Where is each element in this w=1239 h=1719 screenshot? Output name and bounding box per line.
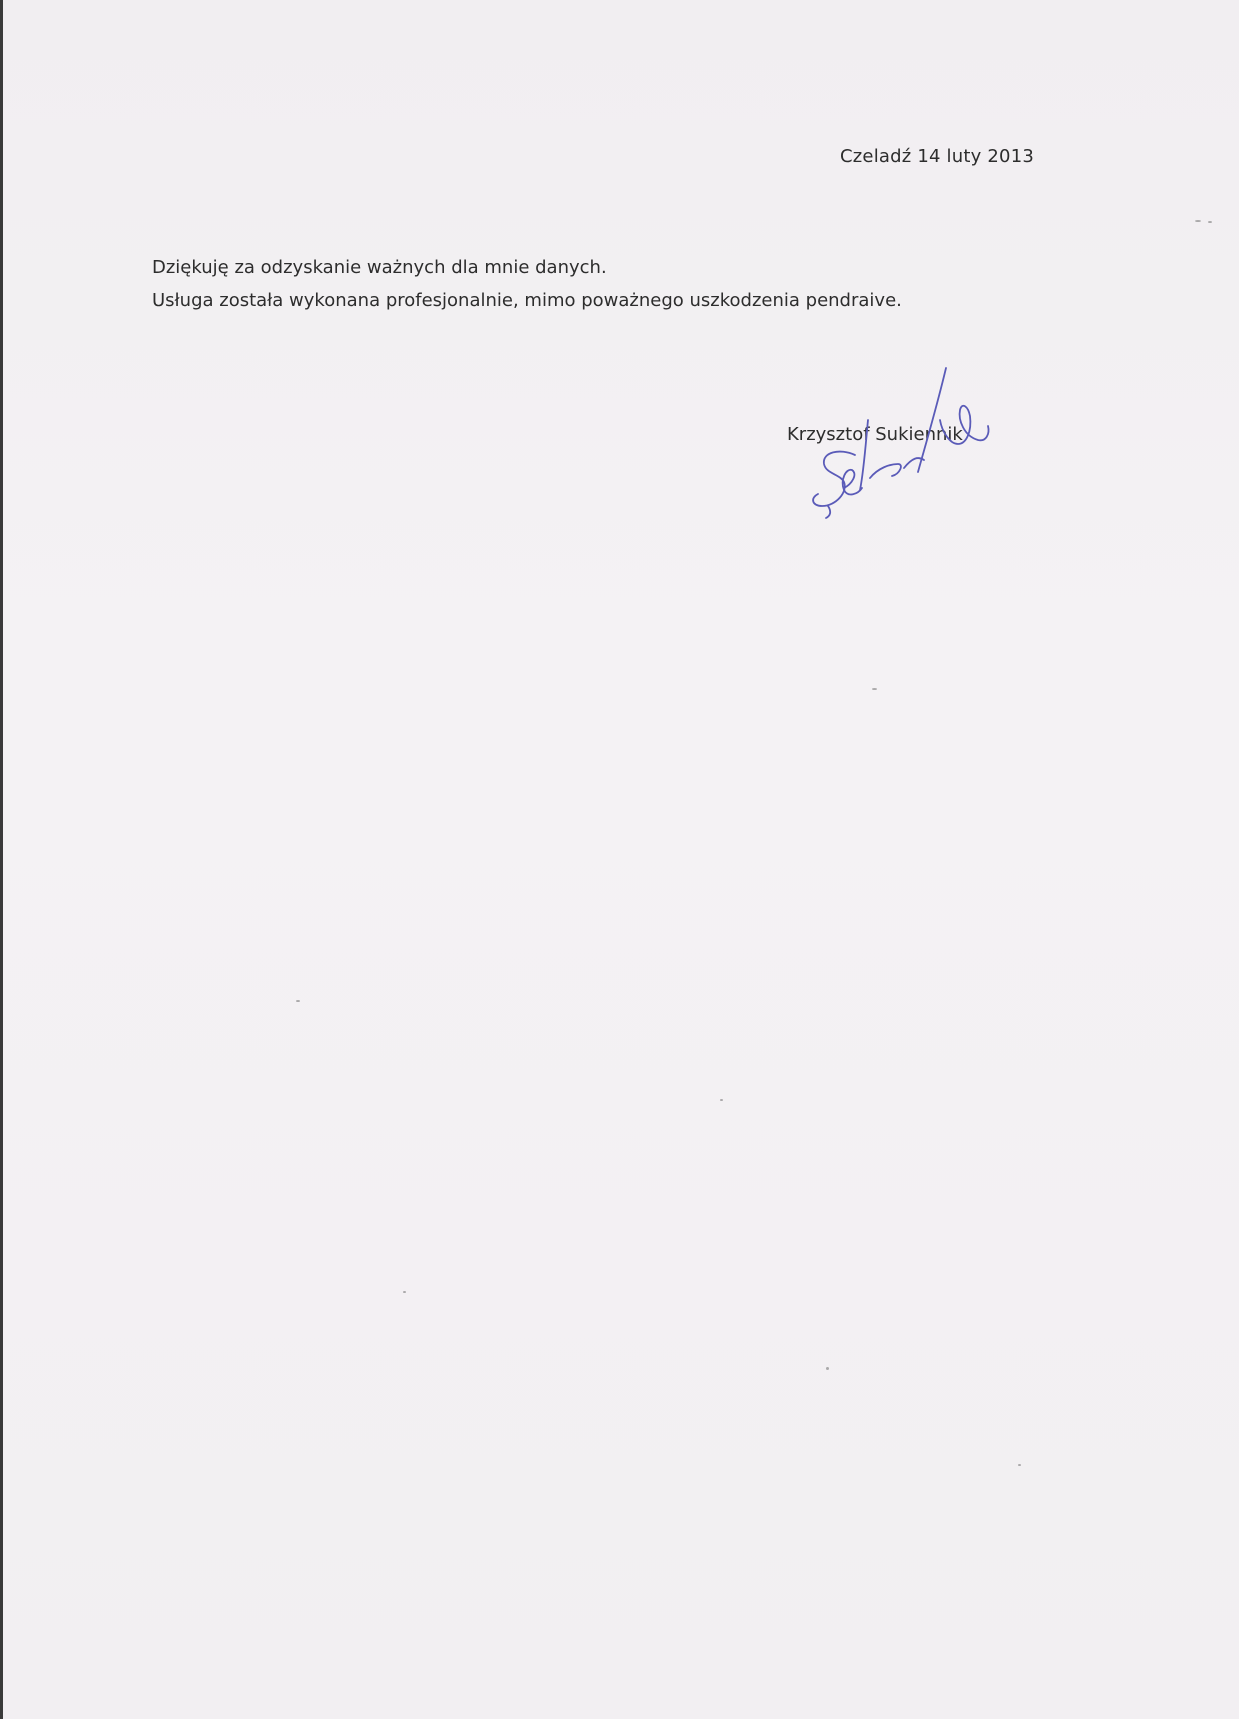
paper-speck [1195,220,1201,222]
paper-speck [296,1000,300,1002]
body-line-2: Usługa została wykonana profesjonalnie, mimo poważnego uszkodzenia pendraive. [152,290,902,311]
paper-speck [826,1367,829,1370]
paper-speck [872,688,877,690]
paper-speck [1018,1464,1021,1466]
author-name: Krzysztof Sukiennik [787,424,963,445]
paper-speck [1208,221,1212,223]
scan-edge [0,0,3,1719]
paper-speck [403,1291,406,1293]
letter-body [152,251,902,317]
body-line-1: Dziękuję za odzyskanie ważnych dla mnie danych. [152,257,607,278]
date-line: Czeladź 14 luty 2013 [840,146,1034,167]
paper-speck [720,1099,723,1101]
